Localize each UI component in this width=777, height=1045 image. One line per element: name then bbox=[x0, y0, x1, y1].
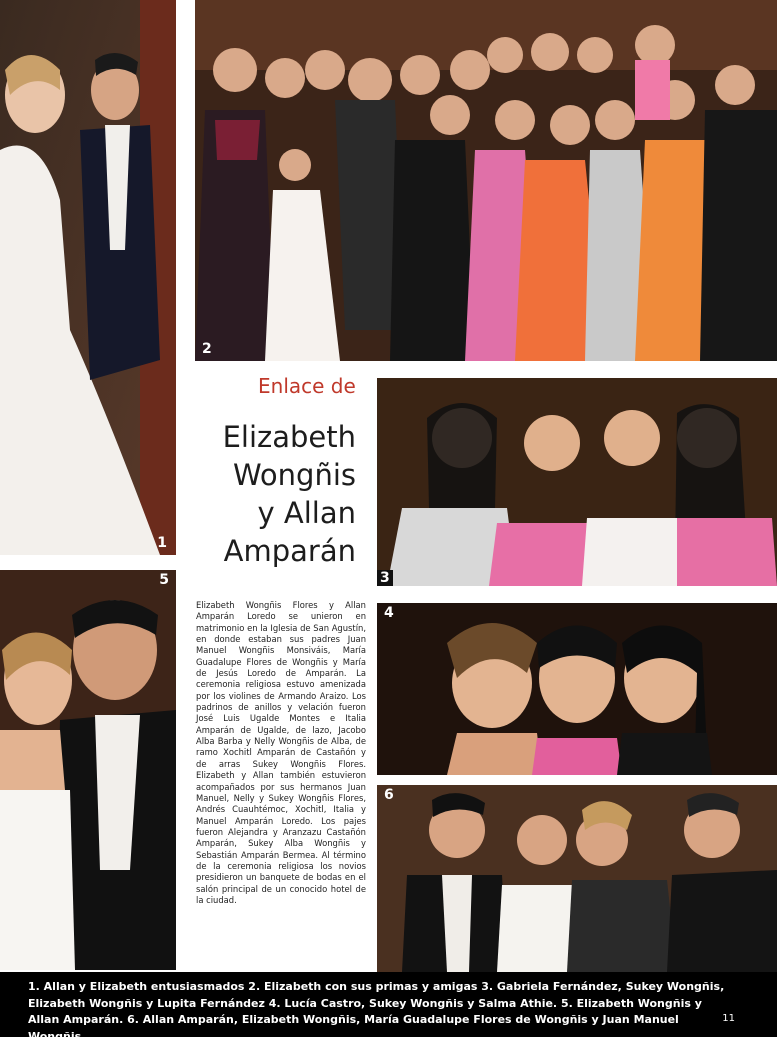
title-line-4: Amparán bbox=[223, 534, 356, 568]
article-title bbox=[196, 418, 356, 570]
photo-1-bride-groom bbox=[0, 0, 176, 555]
photo-2-group bbox=[195, 0, 777, 361]
photo-6-family bbox=[377, 785, 777, 972]
page-number: 11 bbox=[722, 1013, 735, 1024]
photo-2-number: 2 bbox=[202, 341, 212, 357]
photo-5-couple bbox=[0, 570, 176, 970]
photo-1-number: 1 bbox=[157, 535, 167, 551]
title-line-3: y Allan bbox=[257, 496, 356, 530]
photo-5-number: 5 bbox=[159, 572, 169, 588]
photo-4-number: 4 bbox=[384, 605, 394, 621]
photo-4-three-women bbox=[377, 603, 777, 775]
title-line-1: Elizabeth bbox=[222, 420, 356, 454]
photo-3-four-women bbox=[377, 378, 777, 586]
photo-captions: 1. Allan y Elizabeth entusiasmados 2. Elizabeth con sus primas y amigas 3. Gabriela Fernández, Sukey Wongñis, Elizabeth Wongñis y Lupita Fernández 4. Lucía Castro, Sukey Wongñis y Salma Athie. 5. Elizabeth Wongñis y Allan Amparán. 6. Allan Amparán, Elizabeth Wongñis, María Guadalupe Flores de Wongñis y Juan Manuel Wongñis. bbox=[28, 980, 725, 1043]
article-body: Elizabeth Wongñis Flores y Allan Amparán Loredo se unieron en matrimonio en la Iglesia de San Agustín, en donde estaban sus padres Juan Manuel Wongñis Monsiváis, María Guadalupe Flores de Wongñis y María de Jesús Loredo de Amparán. La ceremonia religiosa estuvo amenizada por los violines de Armando Araizo. Los padrinos de anillos y velación fueron José Luis Ugalde Montes e Italia Amparán de Ugalde, de lazo, Jacobo Alba Barba y Nelly Wongñis de Alba, de ramo Xochitl Amparán de Castañón y de arras Sukey Wongñis Flores. Elizabeth y Allan también estuvieron acompañados por sus hermanos Juan Manuel, Nelly y Sukey Wongñis Flores, Andrés Cuauhtémoc, Xochitl, Italia y Manuel Amparán Loredo. Los pajes fueron Alejandra y Aranzazu Castañón Amparán, Sukey Alba Wongñis y Sebastián Amparán Bermea. Al término de la ceremonia religiosa los novios presidieron un banquete de bodas en el salón principal de un conocido hotel de la ciudad. bbox=[196, 600, 366, 905]
title-line-2: Wongñis bbox=[232, 458, 356, 492]
photo-6-number: 6 bbox=[384, 787, 394, 803]
article-kicker: Enlace de bbox=[258, 374, 356, 398]
photo-3-number: 3 bbox=[377, 570, 393, 586]
